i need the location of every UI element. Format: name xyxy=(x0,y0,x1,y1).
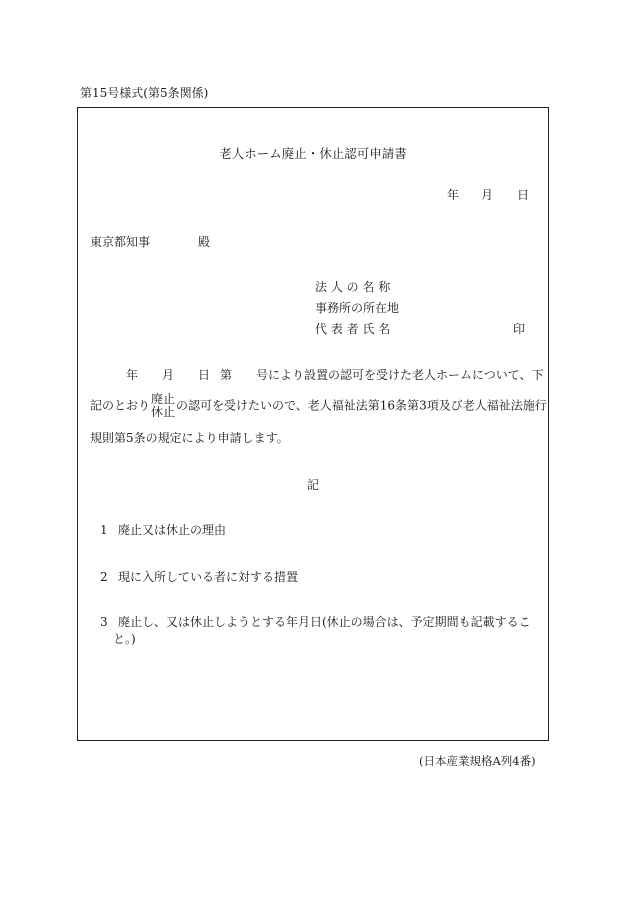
item-3 xyxy=(100,613,531,630)
item-3-continuation: と。) xyxy=(113,632,136,646)
item-2-text: 現に入所している者に対する措置 xyxy=(118,570,299,584)
date-day-label: 日 xyxy=(517,188,530,202)
form-frame xyxy=(77,107,549,741)
date-month-label: 月 xyxy=(481,188,494,202)
date-year-label: 年 xyxy=(447,188,460,202)
body-month-label: 月 xyxy=(162,368,175,382)
body-line-2-post: の認可を受けたいので、老人福祉法第16条第3項及び老人福祉法施行 xyxy=(176,398,547,413)
body-line-1-text: 号により設置の認可を受けた老人ホームについて、下 xyxy=(256,368,544,382)
body-no-prefix: 第 xyxy=(220,368,233,382)
body-line-2-pre: 記のとおり xyxy=(90,398,151,413)
addressee-honorific: 殿 xyxy=(198,235,211,249)
representative-label: 代 表 者 氏 名 xyxy=(315,322,391,336)
item-1 xyxy=(100,521,226,538)
body-line-2 xyxy=(90,393,547,419)
ki-heading: 記 xyxy=(306,478,319,492)
abolish-suspend-choice xyxy=(151,393,175,419)
body-year-label: 年 xyxy=(126,368,139,382)
item-3-number: 3 xyxy=(100,615,108,629)
paper-size-note: (日本産業規格A列4番) xyxy=(419,754,536,768)
corp-name-label: 法 人 の 名 称 xyxy=(315,280,391,294)
item-1-number: 1 xyxy=(100,523,108,537)
seal-mark: 印 xyxy=(513,322,526,336)
item-3-text: 廃止し、又は休止しようとする年月日(休止の場合は、予定期間も記載するこ xyxy=(118,615,531,629)
option-abolish: 廃止 xyxy=(151,392,176,406)
form-title: 老人ホーム廃止・休止認可申請書 xyxy=(219,146,407,161)
body-line-3: 規則第5条の規定により申請します。 xyxy=(90,431,289,445)
item-1-text: 廃止又は休止の理由 xyxy=(118,523,227,537)
form-number: 第15号様式(第5条関係) xyxy=(80,86,209,100)
office-address-label: 事務所の所在地 xyxy=(315,301,400,315)
item-2 xyxy=(100,568,298,585)
item-2-number: 2 xyxy=(100,570,108,584)
addressee-name: 東京都知事 xyxy=(90,235,151,249)
option-suspend: 休止 xyxy=(151,405,176,419)
body-day-label: 日 xyxy=(198,368,211,382)
addressee xyxy=(90,233,211,250)
